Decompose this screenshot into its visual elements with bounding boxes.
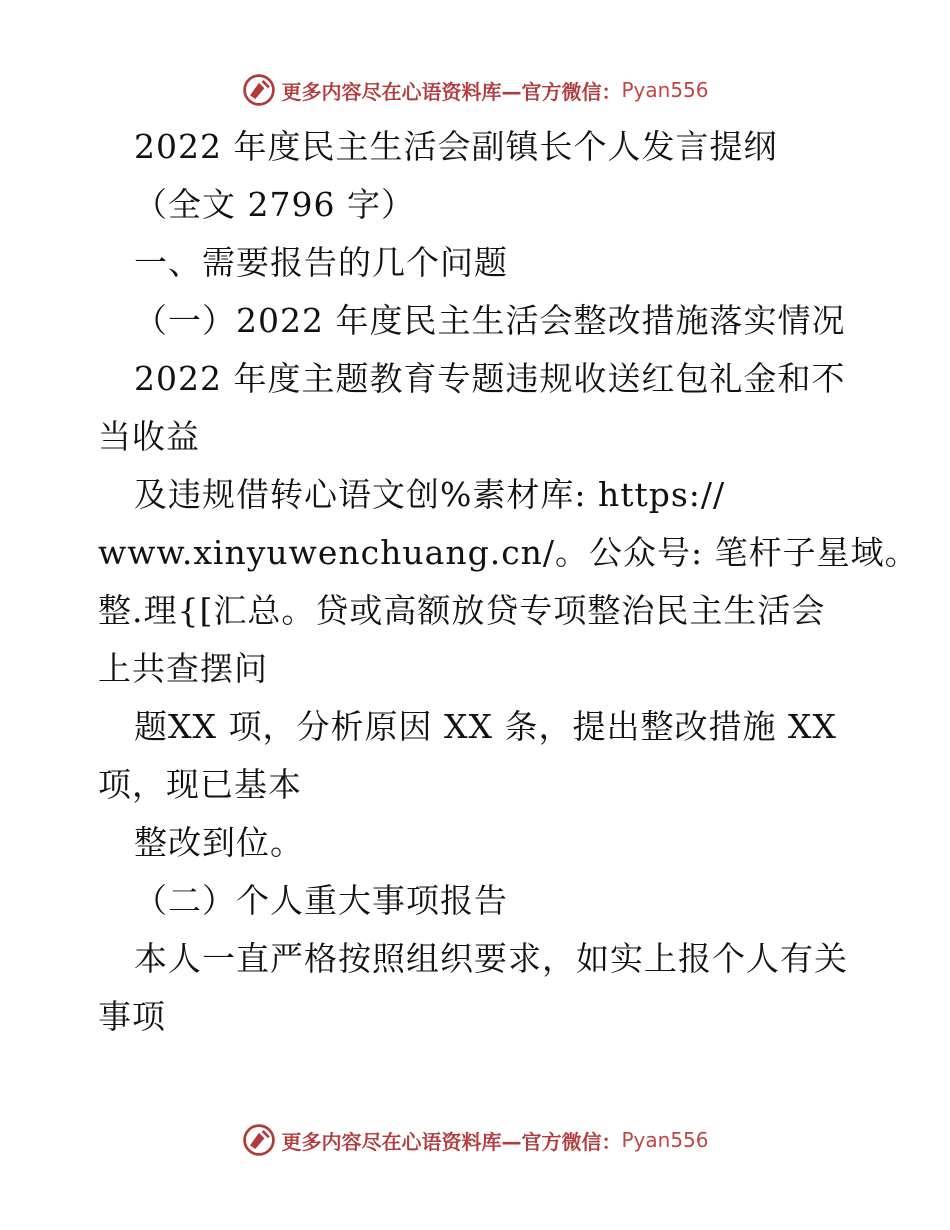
document-line: 及违规借转心语文创%素材库: https://: [134, 475, 726, 514]
document-line: 本人一直严格按照组织要求，如实上报个人有关: [134, 939, 848, 978]
document-line: 整改到位。: [134, 823, 304, 862]
watermark-banner-top: [0, 70, 950, 110]
document-line: 项，现已基本: [98, 765, 302, 804]
document-line: 当收益: [98, 417, 200, 456]
document-line: 整.理{[汇总。贷或高额放贷专项整治民主生活会: [98, 591, 826, 630]
document-line: 2022 年度主题教育专题违规收送红包礼金和不: [134, 359, 846, 398]
document-line: （全文 2796 字）: [134, 185, 415, 224]
document-line: 一、需要报告的几个问题: [134, 243, 508, 282]
banner-handle: Pyan556: [621, 78, 709, 102]
document-line: （二）个人重大事项报告: [134, 881, 508, 920]
document-line: 上共查摆问: [98, 649, 268, 688]
book-pen-logo-icon: [241, 1122, 277, 1158]
document-line: （一）2022 年度民主生活会整改措施落实情况: [134, 301, 846, 340]
book-pen-logo-icon: [241, 72, 277, 108]
banner-text: 更多内容尽在心语资料库—官方微信：: [281, 79, 622, 104]
banner-text: 更多内容尽在心语资料库—官方微信：: [281, 1129, 622, 1154]
document-line: 题XX 项，分析原因 XX 条，提出整改措施 XX: [134, 707, 837, 746]
document-line: 2022 年度民主生活会副镇长个人发言提纲: [134, 127, 778, 166]
document-body: [98, 118, 919, 1046]
document-line: 事项: [98, 997, 166, 1036]
banner-handle: Pyan556: [621, 1128, 709, 1152]
document-line: www.xinyuwenchuang.cn/。公众号: 笔杆子星域。: [98, 533, 919, 572]
watermark-banner-bottom: [0, 1120, 950, 1160]
